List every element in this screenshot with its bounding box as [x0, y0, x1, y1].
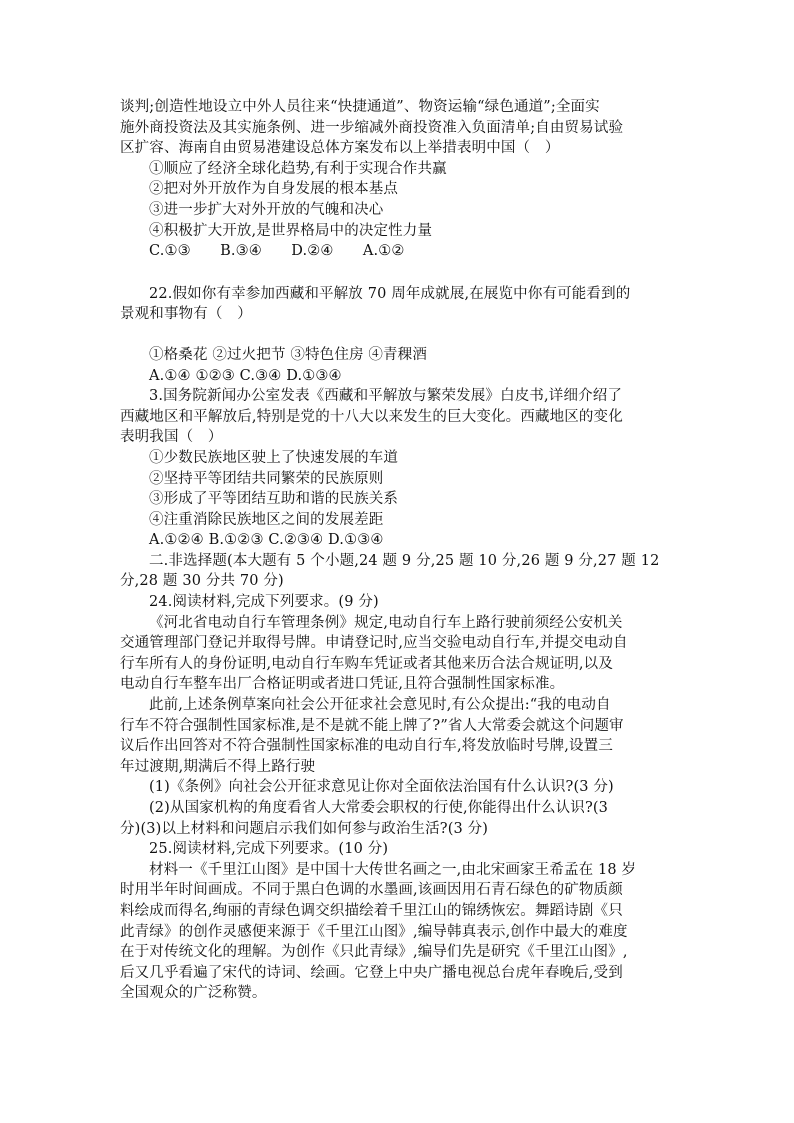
q25-title: 25.阅读材料,完成下列要求。(10 分)	[149, 841, 389, 858]
q3-option: ③形成了平等团结互助和谐的民族关系	[149, 491, 399, 508]
q21-option: ②把对外开放作为自身发展的根本基点	[149, 181, 399, 198]
q22-stem-line: 22.假如你有幸参加西藏和平解放 70 周年成就展,在展览中你有可能看到的	[149, 285, 631, 302]
q21-option: ④积极扩大开放,是世界格局中的决定性力量	[149, 222, 433, 239]
q24-material-line: 年过渡期,期满后不得上路行驶	[120, 758, 316, 775]
q21-choices: C.①③ B.③④ D.②④ A.①②	[149, 243, 405, 260]
q25-material-line: 后又几乎看遍了宋代的诗词、绘画。它登上中央广播电视总台虎年春晚后,受到	[120, 964, 623, 981]
q25-material-line: 材料一《千里江山图》是中国十大传世名画之一,由北宋画家王希孟在 18 岁	[149, 861, 637, 878]
section-2-heading	[120, 551, 680, 592]
q25-material-line: 时用半年时间画成。不同于黑白色调的水墨画,该画因用石青石绿色的矿物质颜	[120, 882, 623, 899]
q3-option: ④注重消除民族地区之间的发展差距	[149, 511, 384, 528]
q21-stem-line: 区扩容、海南自由贸易港建设总体方案发布以上举措表明中国（ ）	[120, 140, 560, 157]
question-3	[120, 386, 680, 551]
q24-title: 24.阅读材料,完成下列要求。(9 分)	[149, 594, 379, 611]
q22-stem-line: 景观和事物有（ ）	[120, 306, 252, 323]
exam-page	[120, 97, 680, 1004]
q24-material-line: 电动自行车整车出厂合格证明或者进口凭证,且符合强制性国家标准。	[120, 676, 565, 693]
q24-question: 分)(3)以上材料和问题启示我们如何参与政治生活?(3 分)	[120, 820, 489, 837]
q21-option: ①顺应了经济全球化趋势,有利于实现合作共赢	[149, 160, 447, 177]
section-2-line: 二.非选择题(本大题有 5 个小题,24 题 9 分,25 题 10 分,26 题 9 分,27 题 12	[149, 552, 660, 569]
q21-stem-line: 施外商投资法及其实施条例、进一步缩减外商投资准入负面清单;自由贸易试验	[120, 119, 624, 136]
q24-material-line: 《河北省电动自行车管理条例》规定,电动自行车上路行驶前须经公安机关	[149, 614, 623, 631]
q21-option: ③进一步扩大对外开放的气魄和决心	[149, 201, 384, 218]
q3-choices: A.①②④ B.①②③ C.②③④ D.①③④	[149, 532, 384, 549]
q21-stem-line: 谈判;创造性地设立中外人员往来“快捷通道”、物资运输“绿色通道”;全面实	[120, 99, 600, 115]
q3-option: ②坚持平等团结共同繁荣的民族原则	[149, 470, 384, 487]
q25-material-line: 料绘成而得名,绚丽的青绿色调交织描绘着千里江山的锦绣恢宏。舞蹈诗剧《只	[120, 902, 623, 919]
q24-material-line: 行车不符合强制性国家标准,是不是就不能上牌了?”省人大常委会就这个问题审	[120, 717, 624, 734]
q25-material-line: 在于对传统文化的理解。为创作《只此青绿》,编导们先是研究《千里江山图》,	[120, 944, 628, 961]
section-2-line: 分,28 题 30 分共 70 分)	[120, 573, 284, 590]
question-21	[120, 97, 680, 262]
spacer	[120, 262, 680, 284]
q22-options: ①格桑花 ②过火把节 ③特色住房 ④青稞酒	[149, 346, 427, 363]
q24-question: (2)从国家机构的角度看省人大常委会职权的行使,你能得出什么认识?(3	[149, 800, 609, 816]
q25-material-line: 全国观众的广泛称赞。	[120, 985, 267, 1002]
spacer	[120, 325, 680, 345]
q3-stem-line: 表明我国（ ）	[120, 429, 223, 446]
question-25	[120, 839, 680, 1004]
q3-stem-line: 3.国务院新闻办公室发表《西藏和平解放与繁荣发展》白皮书,详细介绍了	[149, 388, 623, 405]
question-24	[120, 592, 680, 839]
q24-material-line: 交通管理部门登记并取得号牌。申请登记时,应当交验电动自行车,并提交电动自	[120, 635, 628, 652]
q24-material-line: 此前,上述条例草案向社会公开征求社会意见时,有公众提出:“我的电动自	[149, 697, 611, 714]
q22-choices: A.①④ ①②③ C.③④ D.①③④	[149, 367, 342, 384]
q24-question: (1)《条例》向社会公开征求意见让你对全面依法治国有什么认识?(3 分)	[149, 779, 614, 796]
q24-material-line: 议后作出回答对不符合强制性国家标准的电动自行车,将发放临时号牌,设置三	[120, 738, 613, 755]
q3-option: ①少数民族地区驶上了快速发展的车道	[149, 449, 399, 466]
q24-material-line: 行车所有人的身份证明,电动自行车购车凭证或者其他来历合法合规证明,以及	[120, 655, 613, 672]
q3-stem-line: 西藏地区和平解放后,特别是党的十八大以来发生的巨大变化。西藏地区的变化	[120, 408, 623, 425]
question-22	[120, 284, 680, 386]
q25-material-line: 此青绿》的创作灵感便来源于《千里江山图》,编导韩真表示,创作中最大的难度	[120, 923, 628, 940]
